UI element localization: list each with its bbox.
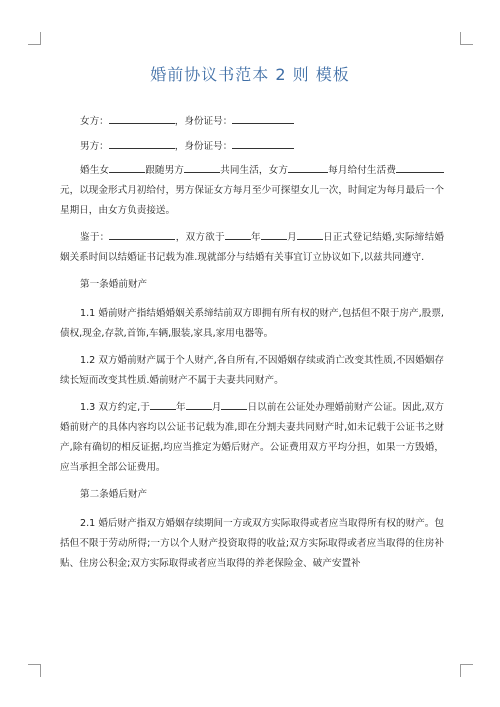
- clause-1-3-text-c: 月: [211, 402, 222, 413]
- blank-notary-month: [186, 398, 212, 410]
- marriage-text-2: 跟随男方: [145, 165, 185, 176]
- whereas-paragraph: [60, 228, 444, 268]
- whereas-text-5: 日正式登记结婚,实际缔结婚姻关系时间以结婚证书记载为准.现就部分与结婚有关事宜订立协议如下,以兹共同遵守.: [60, 232, 445, 263]
- blank-year: [225, 228, 251, 240]
- section-1-heading: 第一条婚前财产: [80, 279, 148, 290]
- blank-notary-year: [150, 398, 176, 410]
- corner-mark-top-right: [460, 32, 473, 45]
- male-id-blank: [232, 137, 294, 149]
- clause-1-3-text-a: 1.3 双方约定,于: [80, 402, 150, 413]
- document-body: [60, 112, 444, 581]
- male-id-label: ，身份证号：: [174, 141, 233, 152]
- female-name-blank: [109, 112, 175, 124]
- blank-amount-a: [396, 161, 416, 173]
- male-name-blank: [109, 137, 175, 149]
- male-label: 男方：: [80, 141, 109, 152]
- female-party-line: [60, 112, 444, 132]
- clause-1-3: [60, 398, 444, 478]
- marriage-text-5: 元，以现金形式月初给付，男方保证女方每月至少可探望女儿一次，时间定为每月最后一个星期日，由女方负责接送。: [60, 185, 444, 216]
- blank-father: [184, 161, 220, 173]
- section-2-heading: 第二条婚后财产: [80, 489, 148, 500]
- whereas-text-1: 鉴于：: [80, 232, 110, 243]
- clause-1-3-text-d: 日以前在公证处办理婚前财产公证。因此,双方婚前财产的具体内容均以公证书记载为准,即在分割夫妻共同财产时,如未记载于公证书之财产,除有确切的相反证据,均应当推定为婚后财产。公证费用双方平均分担，如果一方毁婚，应当承担全部公证费用。: [60, 402, 445, 473]
- corner-mark-bottom-right: [460, 664, 473, 677]
- male-party-line: [60, 137, 444, 157]
- blank-month: [261, 228, 287, 240]
- blank-notary-day: [221, 398, 247, 410]
- whereas-text-2: ，双方欲于: [175, 232, 225, 243]
- marriage-text-4: 每月给付生活费: [328, 165, 397, 176]
- clause-2-1: 2.1 婚后财产指双方婚姻存续期间一方或双方实际取得或者应当取得所有权的财产。包括但不限于劳动所得;一方以个人财产投资取得的收益;双方实际取得或者应当取得的住房补贴、住房公积金;双方实际取得或者应当取得的养老保险金、破产安置补: [60, 518, 444, 569]
- blank-whereas: [109, 228, 175, 240]
- blank-mother: [288, 161, 328, 173]
- blank-daughter: [109, 161, 145, 173]
- blank-day: [297, 228, 323, 240]
- female-label: 女方：: [80, 116, 109, 127]
- female-id-blank: [232, 112, 294, 124]
- whereas-text-3: 年: [250, 232, 261, 243]
- marriage-text-3: 共同生活，女方: [220, 165, 289, 176]
- marriage-text-1: 婚生女: [80, 165, 110, 176]
- clause-1-3-text-b: 年: [175, 402, 186, 413]
- corner-mark-bottom-left: [28, 664, 41, 677]
- document-title: 婚前协议书范本 2 则 模板: [150, 65, 350, 84]
- clause-1-2: 1.2 双方婚前财产属于个人财产,各自所有,不因婚姻存续或消亡改变其性质,不因婚姻存续长短而改变其性质.婚前财产不属于夫妻共同财产。: [60, 355, 444, 386]
- whereas-text-4: 月: [286, 232, 297, 243]
- clause-1-1: 1.1 婚前财产指结婚婚姻关系缔结前双方即拥有所有权的财产,包括但不限于房产,股票,债权,现金,存款,首饰,车辆,服装,家具,家用电器等。: [60, 308, 444, 339]
- marriage-paragraph: [60, 161, 444, 221]
- female-id-label: ，身份证号：: [174, 116, 233, 127]
- blank-amount-b: [416, 161, 444, 173]
- corner-mark-top-left: [28, 32, 41, 45]
